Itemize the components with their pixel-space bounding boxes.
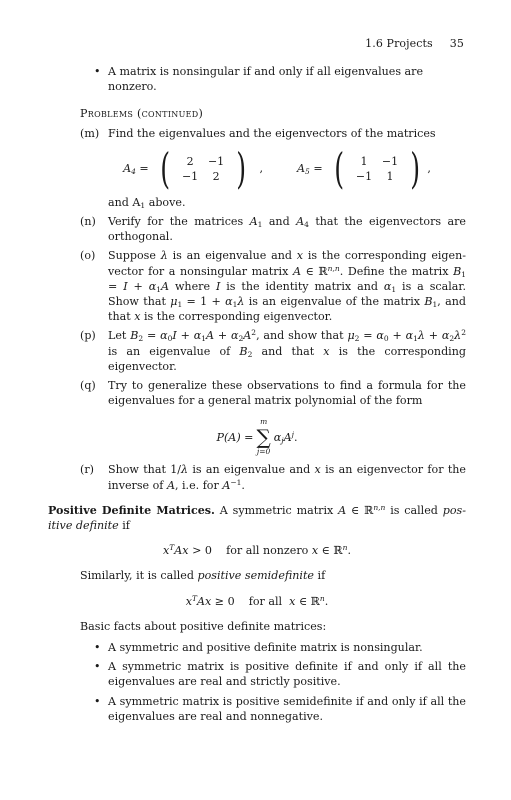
sum-upper-limit: m (260, 417, 268, 427)
matrix-cell: 2 (212, 169, 220, 183)
bullet-icon: • (94, 694, 101, 708)
summation (256, 417, 270, 457)
problem-label: (r) (80, 463, 94, 477)
right-paren-icon: ) (236, 143, 247, 193)
matrix-display (88, 143, 466, 193)
matrix-separator: , (259, 162, 263, 176)
problem-m (48, 126, 466, 141)
problem-text: Find the eigenvalues and the eigenvectors of the matrices (108, 126, 436, 140)
problem-p (48, 328, 466, 374)
list-item (48, 694, 466, 724)
pd-heading: Positive Definite Matrices. (48, 503, 215, 517)
intro-bullet-text: A matrix is nonsingular if and only if all eigenvalues are nonzero. (108, 65, 424, 94)
page-body (48, 64, 466, 728)
problem-n (48, 214, 466, 244)
matrix-a5 (351, 154, 403, 184)
matrix-cell: 2 (186, 154, 194, 168)
problem-q (48, 378, 466, 408)
problem-text: Let $B_2 = \alpha_0I + \alpha_1A + \alpha_2A^2$, and show that $\mu_2 = \alpha_0 + \alpha_1\lambda + \alpha_2\lambda^2$ is an eigenvalue of $B_2$ and that x is the corresponding eigenvector. (108, 328, 466, 373)
fact-text: A symmetric matrix is positive semidefinite if and only if all the eigenvalues are real and nonnegative. (108, 694, 466, 723)
pd-definition: A symmetric matrix A ∈ ℝ$^{n,n}$ is called positive definite if (48, 502, 466, 533)
matrix-a4 (177, 154, 229, 184)
list-item (48, 640, 466, 655)
matrix-cell: −1 (207, 154, 225, 168)
sigma-icon: ∑ (256, 425, 271, 450)
formula-lhs: P(A) = (216, 430, 254, 444)
matrix-cell: −1 (381, 154, 399, 168)
left-paren-icon: ( (159, 143, 170, 193)
page-number: 35 (449, 37, 464, 50)
matrix-a4-name: $A_4$ = (123, 162, 149, 177)
matrix-a5-name: $A_5$ = (297, 162, 323, 177)
matrix-cell: 1 (386, 169, 394, 183)
facts-list (48, 640, 466, 724)
section-label: 1.6 Projects (365, 37, 433, 50)
running-header (365, 37, 464, 50)
semi-intro: Similarly, it is called positive semidefinite if (80, 569, 326, 583)
problem-label: (m) (80, 126, 100, 140)
problem-label: (q) (80, 379, 96, 393)
bullet-icon: • (94, 641, 101, 655)
problem-label: (n) (80, 215, 96, 229)
problem-label: (p) (80, 329, 96, 343)
facts-intro: Basic facts about positive definite matrices: (80, 619, 327, 633)
pd-paragraph (48, 503, 466, 533)
fact-text: A symmetric and positive definite matrix is nonsingular. (108, 641, 423, 655)
polynomial-formula (48, 418, 466, 456)
matrix-cell: −1 (181, 169, 199, 183)
problem-r (48, 462, 466, 492)
matrix-cell: 1 (360, 154, 368, 168)
bullet-icon: • (94, 660, 101, 674)
formula-term: $\alpha_jA^j$. (273, 429, 298, 445)
pd-equation: $x^TAx > 0$ for all nonzero x ∈ ℝ$^n$. (163, 543, 351, 558)
problem-text: Try to generalize these observations to find a formula for the eigenvalues for a general matrix polynomial of the form (108, 379, 466, 408)
matrix-cell: −1 (355, 169, 373, 183)
sum-lower-limit: j=0 (256, 447, 271, 457)
problem-text: Show that 1/λ is an eigenvalue and x is an eigenvector for the inverse of A, i.e. for $A^{-1}$. (108, 463, 466, 492)
matrix-after-text (48, 195, 466, 210)
fact-text: A symmetric matrix is positive definite if and only if all the eigenvalues are real and strictly positive. (108, 660, 466, 689)
problem-text: Verify for the matrices $A_1$ and $A_4$ that the eigenvectors are orthogonal. (108, 215, 466, 244)
problem-text: Suppose λ is an eigenvalue and x is the corresponding eigenvector for a nonsingular matrix A ∈ ℝ$^{n,n}$. Define the matrix $B_1 = I + \alpha_1A$ where I is the identity matrix and $\alpha_1$ is a scalar. Show that $\mu_1 = 1 + \alpha_1\lambda$ is an eigenvalue of the matrix $B_1$, and that x is the corresponding eigenvector. (108, 249, 467, 324)
psd-equation: $x^TAx \ge 0$ for all x ∈ ℝ$^n$. (185, 593, 329, 608)
list-item (48, 659, 466, 689)
intro-bullet (48, 64, 466, 94)
left-paren-icon: ( (333, 143, 344, 193)
matrix-end-comma: , (427, 162, 431, 176)
problem-label: (o) (80, 249, 96, 263)
right-paren-icon: ) (410, 143, 421, 193)
matrix-after: and $A_1$ above. (108, 195, 186, 210)
bullet-icon: • (94, 65, 101, 78)
problems-heading: Problems (continued) (80, 107, 204, 121)
problem-o (48, 248, 466, 324)
